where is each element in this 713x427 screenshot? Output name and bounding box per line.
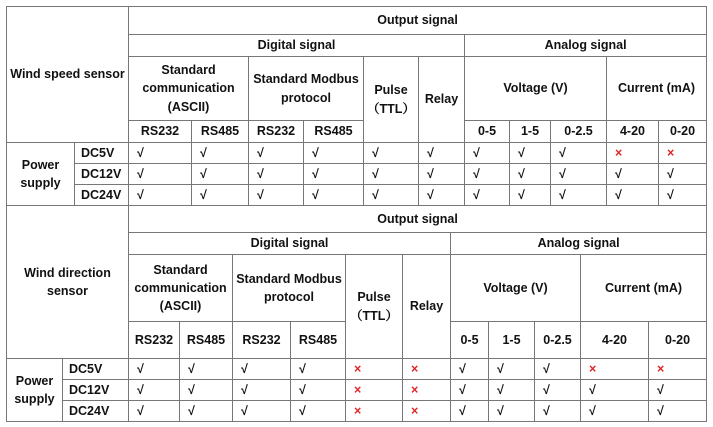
cell: √ — [510, 164, 551, 185]
wind-direction-table — [6, 205, 707, 422]
digital-signal-header: Digital signal — [129, 35, 465, 57]
ascii-header: Standard communication (ASCII) — [129, 57, 249, 121]
cell: √ — [451, 401, 489, 422]
cell: √ — [233, 380, 291, 401]
cell: √ — [489, 401, 535, 422]
cell: √ — [649, 380, 707, 401]
cell: √ — [535, 380, 581, 401]
cell: √ — [249, 185, 304, 206]
cell: √ — [180, 401, 233, 422]
ascii-header: Standard communication (ASCII) — [129, 255, 233, 322]
col-header: RS232 — [129, 322, 180, 359]
cell: √ — [551, 185, 607, 206]
cell: √ — [304, 164, 364, 185]
cell: √ — [659, 164, 707, 185]
voltage-row-label: DC12V — [63, 380, 129, 401]
cell: √ — [607, 164, 659, 185]
cell: √ — [233, 359, 291, 380]
pulse-header: Pulse（TTL） — [364, 57, 419, 143]
cell: √ — [465, 164, 510, 185]
cell: √ — [510, 143, 551, 164]
col-header: 4-20 — [607, 121, 659, 143]
cell: √ — [233, 401, 291, 422]
col-header: 1-5 — [489, 322, 535, 359]
col-header: RS232 — [129, 121, 192, 143]
col-header: RS232 — [233, 322, 291, 359]
cell: √ — [192, 185, 249, 206]
cell: √ — [465, 185, 510, 206]
col-header: 0-5 — [451, 322, 489, 359]
col-header: 0-2.5 — [535, 322, 581, 359]
cell: √ — [129, 359, 180, 380]
cell: × — [403, 380, 451, 401]
cell: √ — [581, 401, 649, 422]
cell: √ — [129, 185, 192, 206]
cell: × — [649, 359, 707, 380]
cell: √ — [535, 401, 581, 422]
voltage-row-label: DC5V — [75, 143, 129, 164]
cell: √ — [291, 380, 346, 401]
col-header: 0-5 — [465, 121, 510, 143]
cell: √ — [659, 185, 707, 206]
col-header: 0-20 — [659, 121, 707, 143]
cell: √ — [249, 143, 304, 164]
voltage-header: Voltage (V) — [465, 57, 607, 121]
power-supply-label: Power supply — [7, 143, 75, 206]
cell: √ — [291, 359, 346, 380]
cell: √ — [489, 380, 535, 401]
cell: √ — [451, 380, 489, 401]
cell: √ — [129, 164, 192, 185]
pulse-header: Pulse（TTL） — [346, 255, 403, 359]
cell: × — [581, 359, 649, 380]
cell: √ — [129, 143, 192, 164]
cell: √ — [249, 164, 304, 185]
output-signal-header: Output signal — [129, 206, 707, 233]
cell: √ — [607, 185, 659, 206]
cell: × — [403, 401, 451, 422]
cell: √ — [419, 185, 465, 206]
voltage-row-label: DC12V — [75, 164, 129, 185]
cell: √ — [304, 185, 364, 206]
output-signal-header: Output signal — [129, 7, 707, 35]
col-header: RS485 — [180, 322, 233, 359]
cell: √ — [551, 143, 607, 164]
voltage-row-label: DC24V — [75, 185, 129, 206]
cell: √ — [304, 143, 364, 164]
cell: × — [403, 359, 451, 380]
col-header: RS485 — [291, 322, 346, 359]
cell: √ — [192, 164, 249, 185]
voltage-header: Voltage (V) — [451, 255, 581, 322]
cell: × — [346, 359, 403, 380]
cell: × — [607, 143, 659, 164]
cell: √ — [551, 164, 607, 185]
col-header: 0-20 — [649, 322, 707, 359]
cell: √ — [489, 359, 535, 380]
modbus-header: Standard Modbus protocol — [249, 57, 364, 121]
col-header: 4-20 — [581, 322, 649, 359]
relay-header: Relay — [403, 255, 451, 359]
cell: √ — [364, 143, 419, 164]
current-header: Current (mA) — [607, 57, 707, 121]
cell: √ — [129, 380, 180, 401]
cell: √ — [364, 164, 419, 185]
cell: √ — [129, 401, 180, 422]
cell: √ — [180, 359, 233, 380]
modbus-header: Standard Modbus protocol — [233, 255, 346, 322]
cell: √ — [364, 185, 419, 206]
col-header: RS485 — [192, 121, 249, 143]
cell: × — [346, 401, 403, 422]
power-supply-label: Power supply — [7, 359, 63, 422]
cell: √ — [510, 185, 551, 206]
col-header: RS485 — [304, 121, 364, 143]
sensor-header: Wind speed sensor — [7, 7, 129, 143]
cell: √ — [192, 143, 249, 164]
cell: √ — [451, 359, 489, 380]
col-header: 0-2.5 — [551, 121, 607, 143]
current-header: Current (mA) — [581, 255, 707, 322]
relay-header: Relay — [419, 57, 465, 143]
cell: √ — [291, 401, 346, 422]
cell: √ — [649, 401, 707, 422]
col-header: RS232 — [249, 121, 304, 143]
analog-signal-header: Analog signal — [451, 233, 707, 255]
col-header: 1-5 — [510, 121, 551, 143]
wind-speed-table — [6, 6, 707, 206]
cell: × — [346, 380, 403, 401]
analog-signal-header: Analog signal — [465, 35, 707, 57]
cell: √ — [465, 143, 510, 164]
cell: √ — [419, 164, 465, 185]
cell: √ — [180, 380, 233, 401]
cell: √ — [581, 380, 649, 401]
sensor-header: Wind direction sensor — [7, 206, 129, 359]
cell: √ — [419, 143, 465, 164]
cell: × — [659, 143, 707, 164]
digital-signal-header: Digital signal — [129, 233, 451, 255]
voltage-row-label: DC24V — [63, 401, 129, 422]
voltage-row-label: DC5V — [63, 359, 129, 380]
cell: √ — [535, 359, 581, 380]
